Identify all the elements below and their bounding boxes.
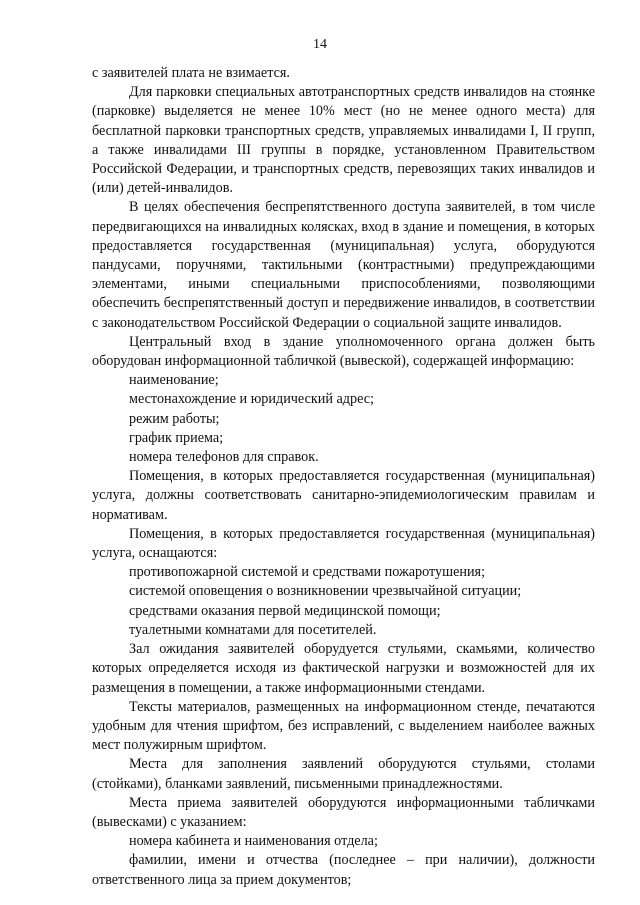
paragraph: Помещения, в которых предоставляется государственная (муниципальная) услуга, оснащаются:: [92, 525, 595, 562]
list-item: график приема;: [129, 429, 224, 446]
list-item: режим работы;: [129, 410, 220, 427]
list-item: номера телефонов для справок.: [129, 449, 319, 466]
paragraph: Места для заполнения заявлений оборудуются стульями, столами (стойками), бланками заявлений, письменными принадлежностями.: [92, 756, 595, 792]
paragraph: Зал ожидания заявителей оборудуется стульями, скамьями, количество которых определяется исходя из фактической нагрузки и возможностей для их размещения в помещении, а также информационными стендами.: [92, 641, 595, 696]
paragraph: Места приема заявителей оборудуются информационными табличками (вывесками) с указанием:: [92, 794, 595, 830]
paragraph: Помещения, в которых предоставляется государственная (муниципальная) услуга, должны соответствовать санитарно-эпидемиологическим правилам и нормативам.: [92, 468, 595, 523]
list-item: туалетными комнатами для посетителей.: [129, 621, 377, 638]
list-item: противопожарной системой и средствами пожаротушения;: [129, 564, 486, 581]
paragraph: Центральный вход в здание уполномоченного органа должен быть оборудован информационной табличкой (вывеской), содержащей информацию:: [92, 333, 595, 370]
paragraph: В целях обеспечения беспрепятственного доступа заявителей, в том числе передвигающихся на инвалидных колясках, вход в здание и помещения, в которых предоставляется государственная (муниципальная) услуга, оборудуются пандусами, поручнями, тактильными (контрастными) предупреждающими элементами, иными специальными приспособлениями, позволяющими обеспечить беспрепятственный доступ и передвижение инвалидов, в соответствии с законодательством Российской Федерации о социальной защите инвалидов.: [92, 199, 595, 331]
list-item: средствами оказания первой медицинской помощи;: [129, 602, 441, 619]
paragraph: Для парковки специальных автотранспортных средств инвалидов на стоянке (парковке) выделяется не менее 10% мест (но не менее одного места) для бесплатной парковки транспортных средств, управляемых инвалидами I, II групп, а также инвалидами III группы в порядке, установленном Правительством Российской Федерации, и транспортных средств, перевозящих таких инвалидов и (или) детей-инвалидов.: [92, 84, 595, 197]
list-item: системой оповещения о возникновении чрезвычайной ситуации;: [129, 583, 522, 600]
list-item: местонахождение и юридический адрес;: [129, 391, 375, 408]
list-item: номера кабинета и наименования отдела;: [129, 833, 378, 850]
paragraph: фамилии, имени и отчества (последнее – при наличии), должности ответственного лица за прием документов;: [92, 852, 595, 888]
page-number: 14: [313, 37, 327, 52]
paragraph: Тексты материалов, размещенных на информационном стенде, печатаются удобным для чтения шрифтом, без исправлений, с выделением наиболее важных мест полужирным шрифтом.: [92, 698, 595, 754]
document-body: [92, 64, 595, 890]
paragraph: с заявителей плата не взимается.: [92, 65, 290, 81]
list-item: наименование;: [129, 372, 219, 389]
